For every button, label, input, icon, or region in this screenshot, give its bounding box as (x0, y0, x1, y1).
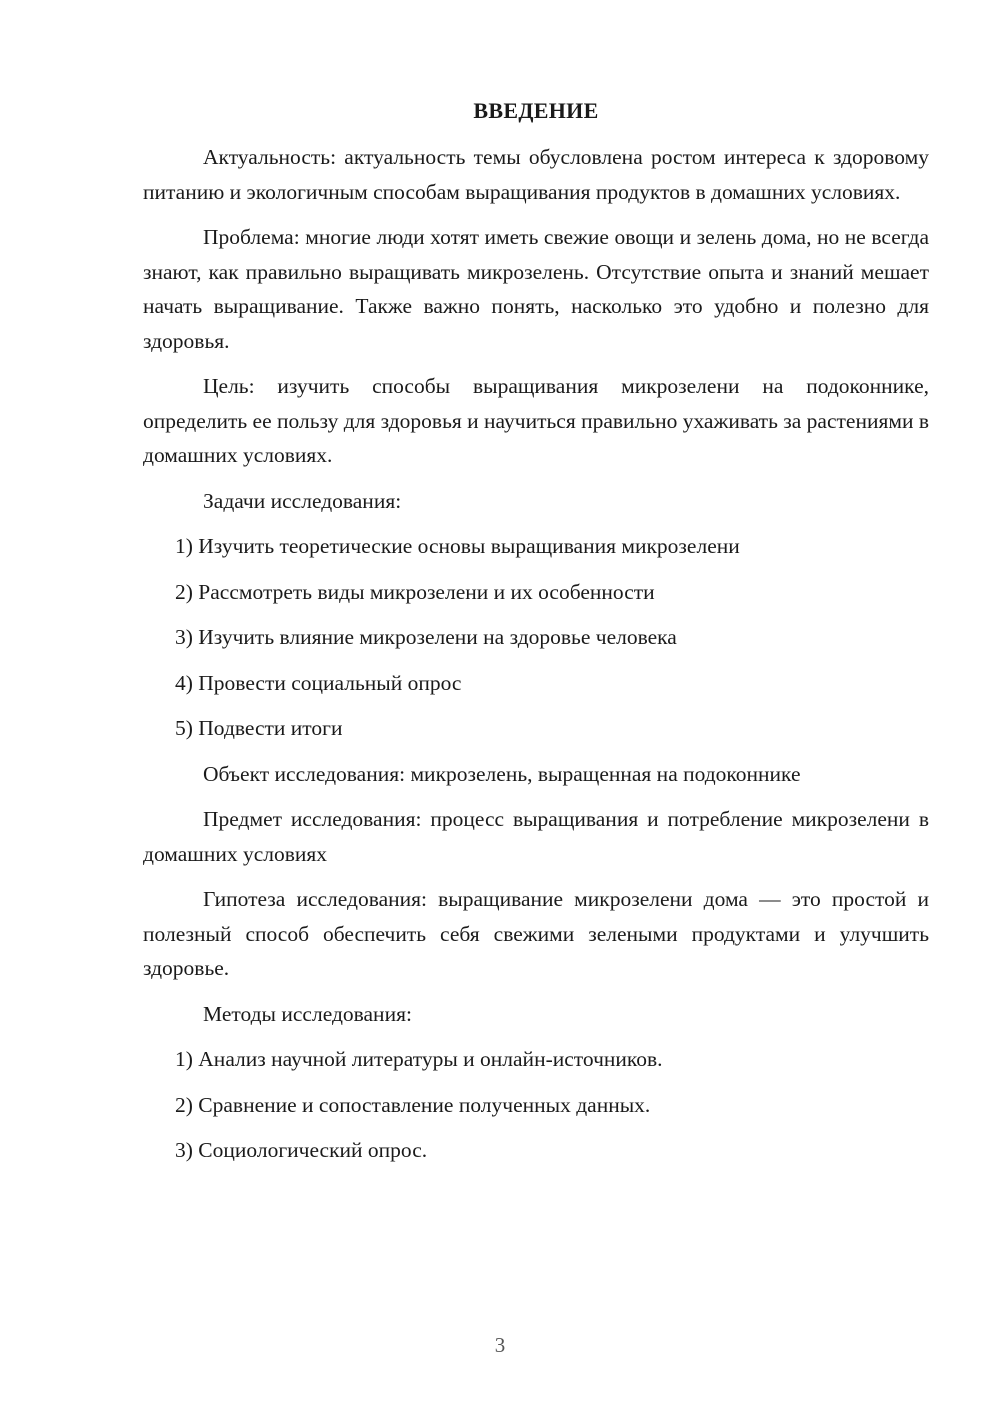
list-item: 2) Сравнение и сопоставление полученных данных. (175, 1092, 651, 1117)
list-item: 2) Рассмотреть виды микрозелени и их особенности (175, 579, 655, 604)
list-item: 3) Социологический опрос. (175, 1138, 428, 1162)
list-item: 3) Изучить влияние микрозелени на здоровье человека (175, 625, 677, 649)
list-item: 4) Провести социальный опрос (175, 670, 462, 695)
problem-paragraph: Проблема: многие люди хотят иметь свежие овощи и зелень дома, но не всегда знают, как правильно выращивать микрозелень. Отсутствие опыта и знаний мешает начать выращивание. Также важно понять, насколько это удобно и полезно для здоровья. (143, 225, 929, 353)
relevance-paragraph: Актуальность: актуальность темы обусловлена ростом интереса к здоровому питанию и экологичным способам выращивания продуктов в домашних условиях. (143, 145, 929, 204)
object-paragraph: Объект исследования: микрозелень, выращенная на подоконнике (203, 761, 801, 786)
goal-paragraph: Цель: изучить способы выращивания микрозелени на подоконнике, определить ее пользу для здоровья и научиться правильно ухаживать за растениями в домашних условиях. (143, 374, 929, 467)
methods-list (143, 1042, 929, 1168)
list-item: 1) Изучить теоретические основы выращивания микрозелени (175, 534, 740, 558)
document-page (143, 96, 929, 1179)
hypothesis-paragraph: Гипотеза исследования: выращивание микрозелени дома — это простой и полезный способ обеспечить себя свежими зелеными продуктами и улучшить здоровье. (143, 887, 929, 980)
page-number: 3 (494, 1333, 506, 1357)
subject-paragraph: Предмет исследования: процесс выращивания и потребление микрозелени в домашних условиях (143, 807, 929, 866)
tasks-heading: Задачи исследования: (203, 488, 402, 513)
tasks-list (143, 529, 929, 746)
list-item: 1) Анализ научной литературы и онлайн-источников. (175, 1047, 663, 1071)
section-title: ВВЕДЕНИЕ (473, 98, 599, 123)
methods-heading: Методы исследования: (203, 1001, 412, 1026)
list-item: 5) Подвести итоги (175, 716, 343, 740)
